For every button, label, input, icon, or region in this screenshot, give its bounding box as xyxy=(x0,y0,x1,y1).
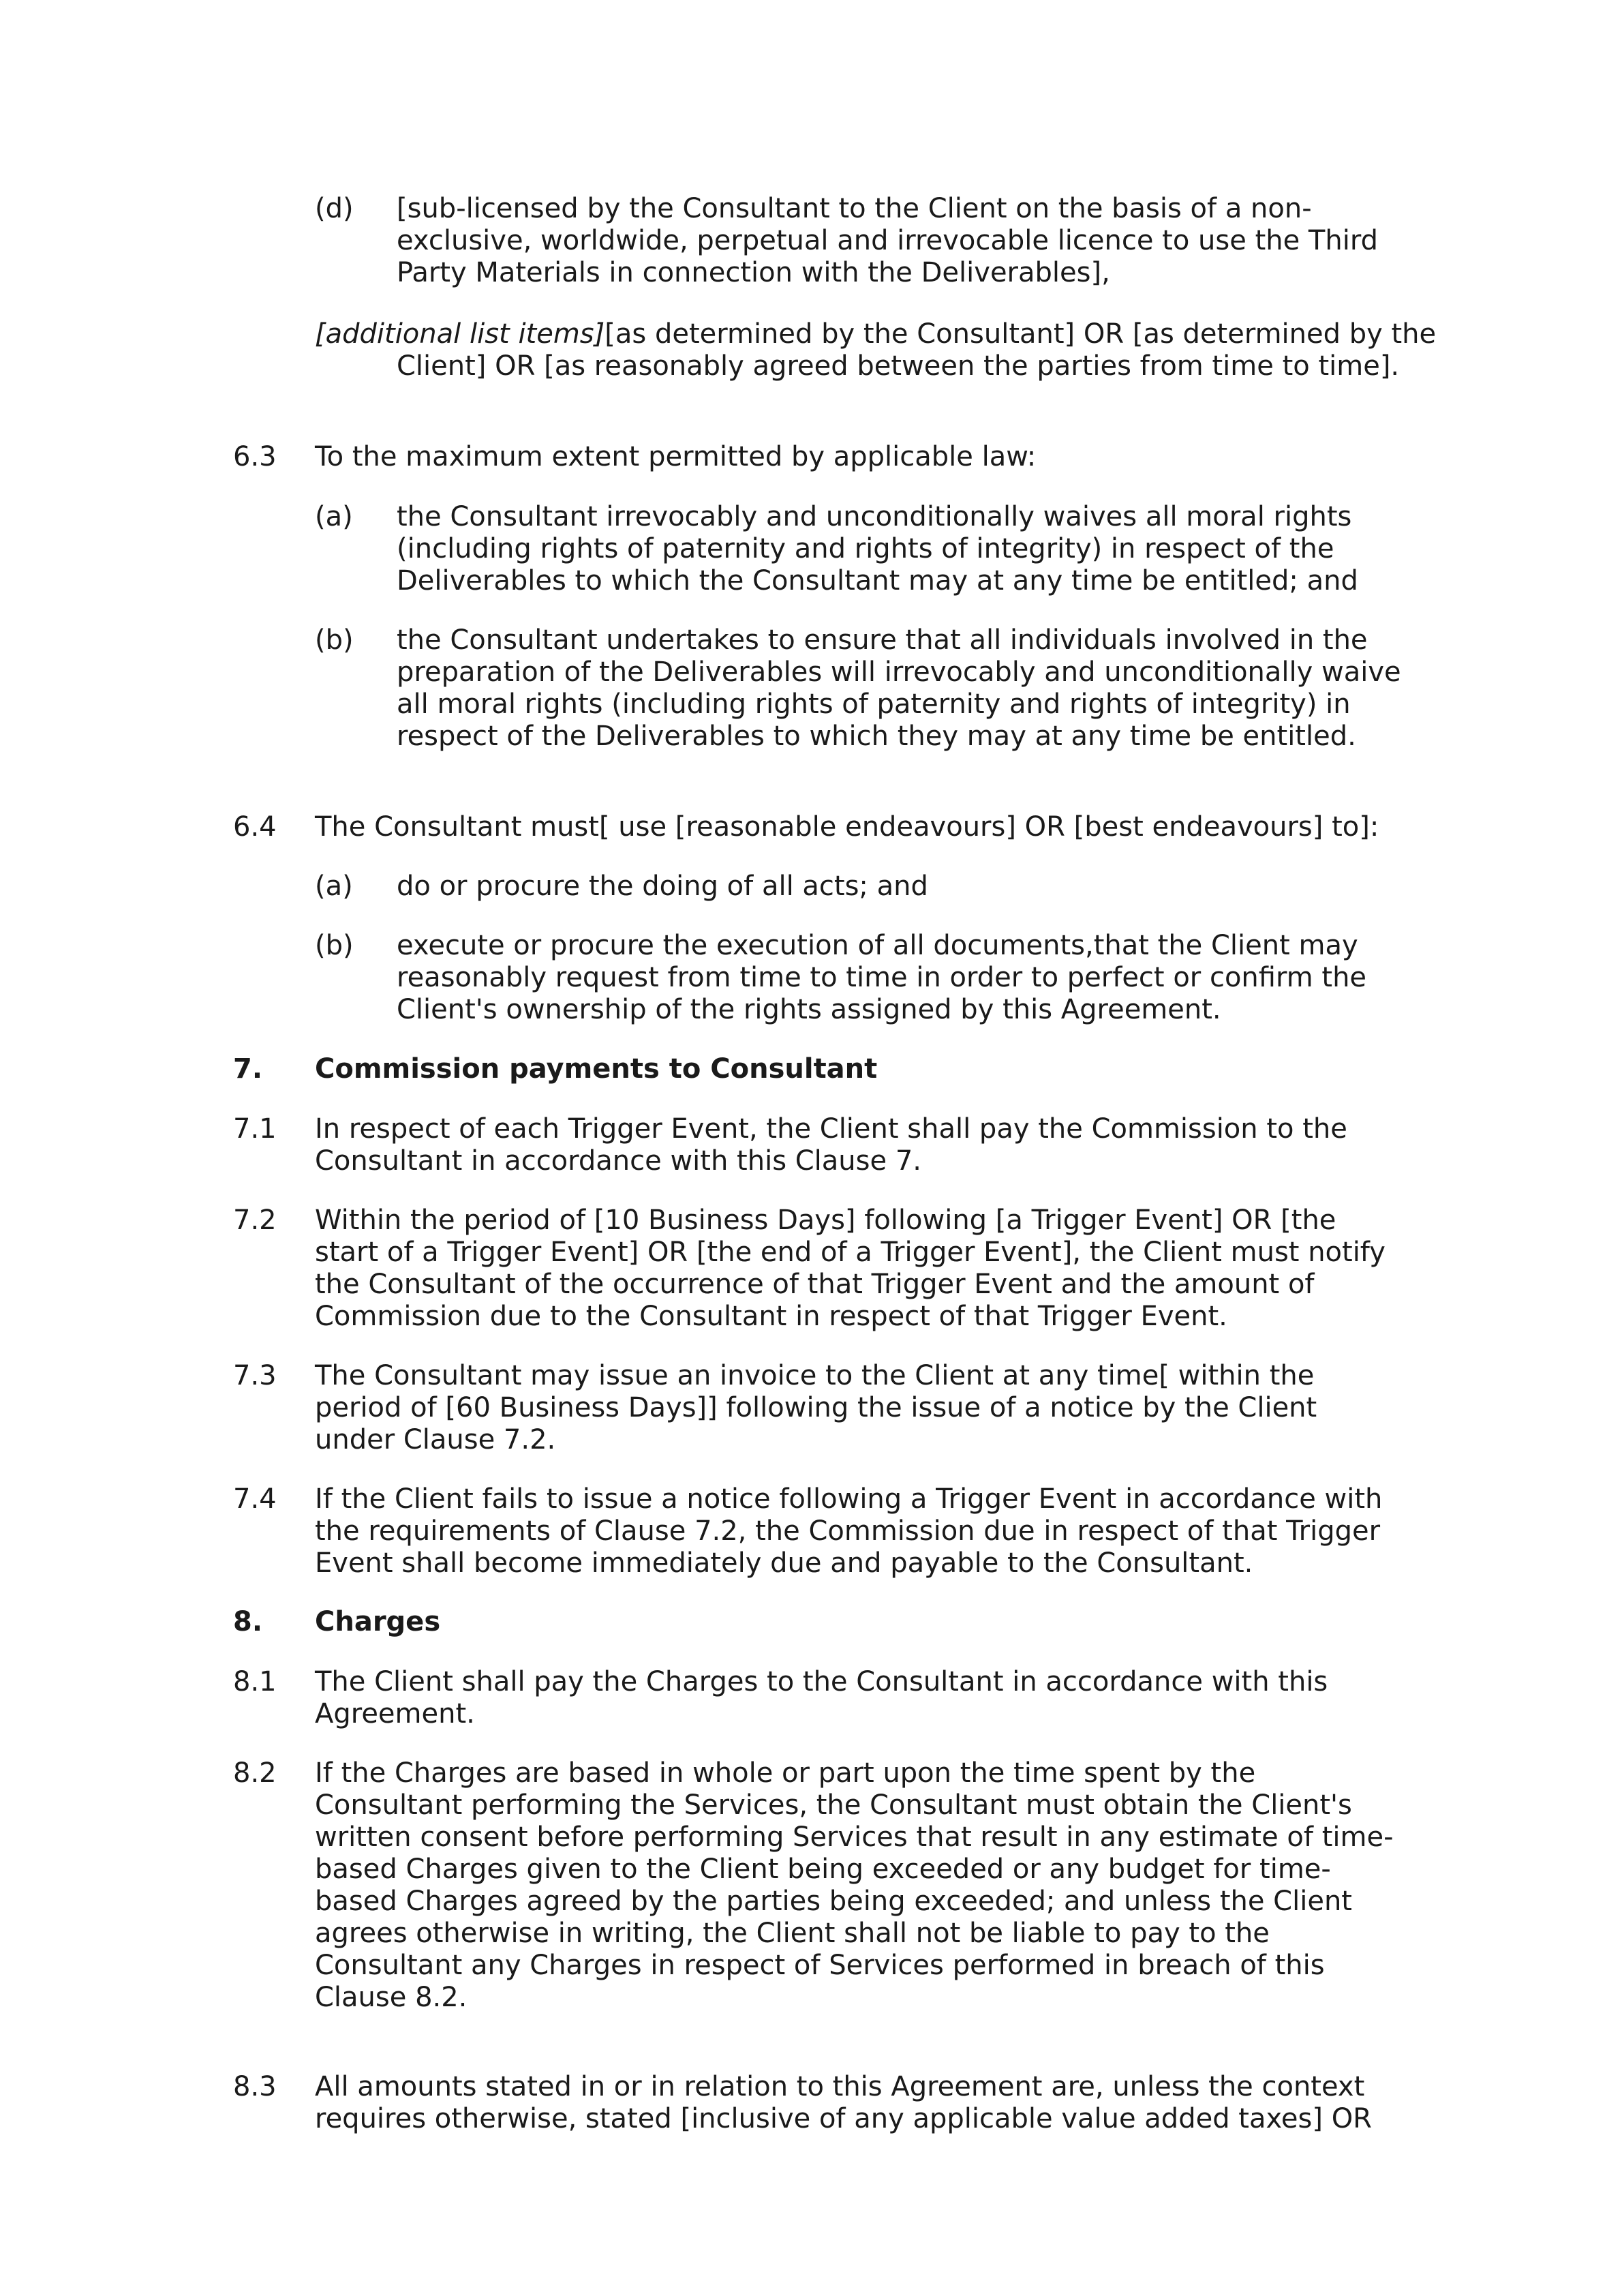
section-number: 8. xyxy=(233,1606,263,1637)
clause-number: 7.4 xyxy=(233,1483,277,1515)
list-label: (b) xyxy=(315,624,354,656)
clause-text: The Consultant must[ use [reasonable endeavours] OR [best endeavours] to]: xyxy=(315,811,1379,843)
list-label: (a) xyxy=(315,871,353,902)
clause-number: 6.3 xyxy=(233,441,277,472)
list-text: the Consultant irrevocably and unconditionally waives all moral rights (including rights of paternity and rights of integrity) in respect of the Deliverables to which the Consultant may at any time be entitled; and xyxy=(397,501,1358,596)
clause-number: 8.2 xyxy=(233,1757,277,1789)
clause-number: 7.3 xyxy=(233,1360,277,1391)
clause-text: In respect of each Trigger Event, the Client shall pay the Commission to the Consultant in accordance with this Clause 7. xyxy=(315,1113,1347,1177)
clause-number: 8.3 xyxy=(233,2071,277,2102)
clause-text: To the maximum extent permitted by applicable law: xyxy=(315,441,1037,472)
list-text: the Consultant undertakes to ensure that all individuals involved in the preparation of the Deliverables will irrevocably and unconditionally waive all moral rights (including rights of paternity and rights of integrity) in respect of the Deliverables to which they may at any time be entitled. xyxy=(397,624,1401,752)
clause-text: If the Client fails to issue a notice following a Trigger Event in accordance with the requirements of Clause 7.2, the Commission due in respect of that Trigger Event shall become immediately due and payable to the Consultant. xyxy=(315,1483,1383,1579)
list-label: (d) xyxy=(315,193,354,224)
list-text: do or procure the doing of all acts; and xyxy=(397,871,928,902)
additional-items-paragraph xyxy=(315,318,1487,382)
clause-number: 7.2 xyxy=(233,1205,277,1236)
section-title: Charges xyxy=(315,1606,441,1637)
additional-items-text: [as determined by the Consultant] OR [as determined by the Client] OR [as reasonably agreed between the parties from time to time]. xyxy=(397,318,1437,382)
list-text: execute or procure the execution of all documents,that the Client may reasonably request from time to time in order to perfect or confirm the Client's ownership of the rights assigned by this Agreement. xyxy=(397,930,1367,1025)
clause-number: 6.4 xyxy=(233,811,277,843)
clause-number: 8.1 xyxy=(233,1666,277,1697)
clause-text: The Client shall pay the Charges to the Consultant in accordance with this Agreement. xyxy=(315,1666,1328,1729)
section-number: 7. xyxy=(233,1053,263,1085)
list-text: [sub-licensed by the Consultant to the Client on the basis of a non-exclusive, worldwide, perpetual and irrevocable licence to use the Third Party Materials in connection with the Deliverables], xyxy=(397,193,1378,288)
list-label: (b) xyxy=(315,930,354,961)
section-title: Commission payments to Consultant xyxy=(315,1053,878,1085)
clause-text: If the Charges are based in whole or part upon the time spent by the Consultant performing the Services, the Consultant must obtain the Client's written consent before performing Services that result in any estimate of time-based Charges given to the Client being exceeded or any budget for time-based Charges agreed by the parties being exceeded; and unless the Client agrees otherwise in writing, the Client shall not be liable to pay to the Consultant any Charges in respect of Services performed in breach of this Clause 8.2. xyxy=(315,1757,1394,2013)
additional-items-italic: [additional list items] xyxy=(315,318,605,350)
clause-text: The Consultant may issue an invoice to the Client at any time[ within the period of [60 Business Days]] following the issue of a notice by the Client under Clause 7.2. xyxy=(315,1360,1317,1455)
clause-number: 7.1 xyxy=(233,1113,277,1145)
clause-text: Within the period of [10 Business Days] following [a Trigger Event] OR [the start of a Trigger Event] OR [the end of a Trigger Event], the Client must notify the Consultant of the occurrence of that Trigger Event and the amount of Commission due to the Consultant in respect of that Trigger Event. xyxy=(315,1205,1386,1332)
clause-text: All amounts stated in or in relation to this Agreement are, unless the context requires otherwise, stated [inclusive of any applicable value added taxes] OR xyxy=(315,2071,1372,2134)
list-label: (a) xyxy=(315,501,353,532)
